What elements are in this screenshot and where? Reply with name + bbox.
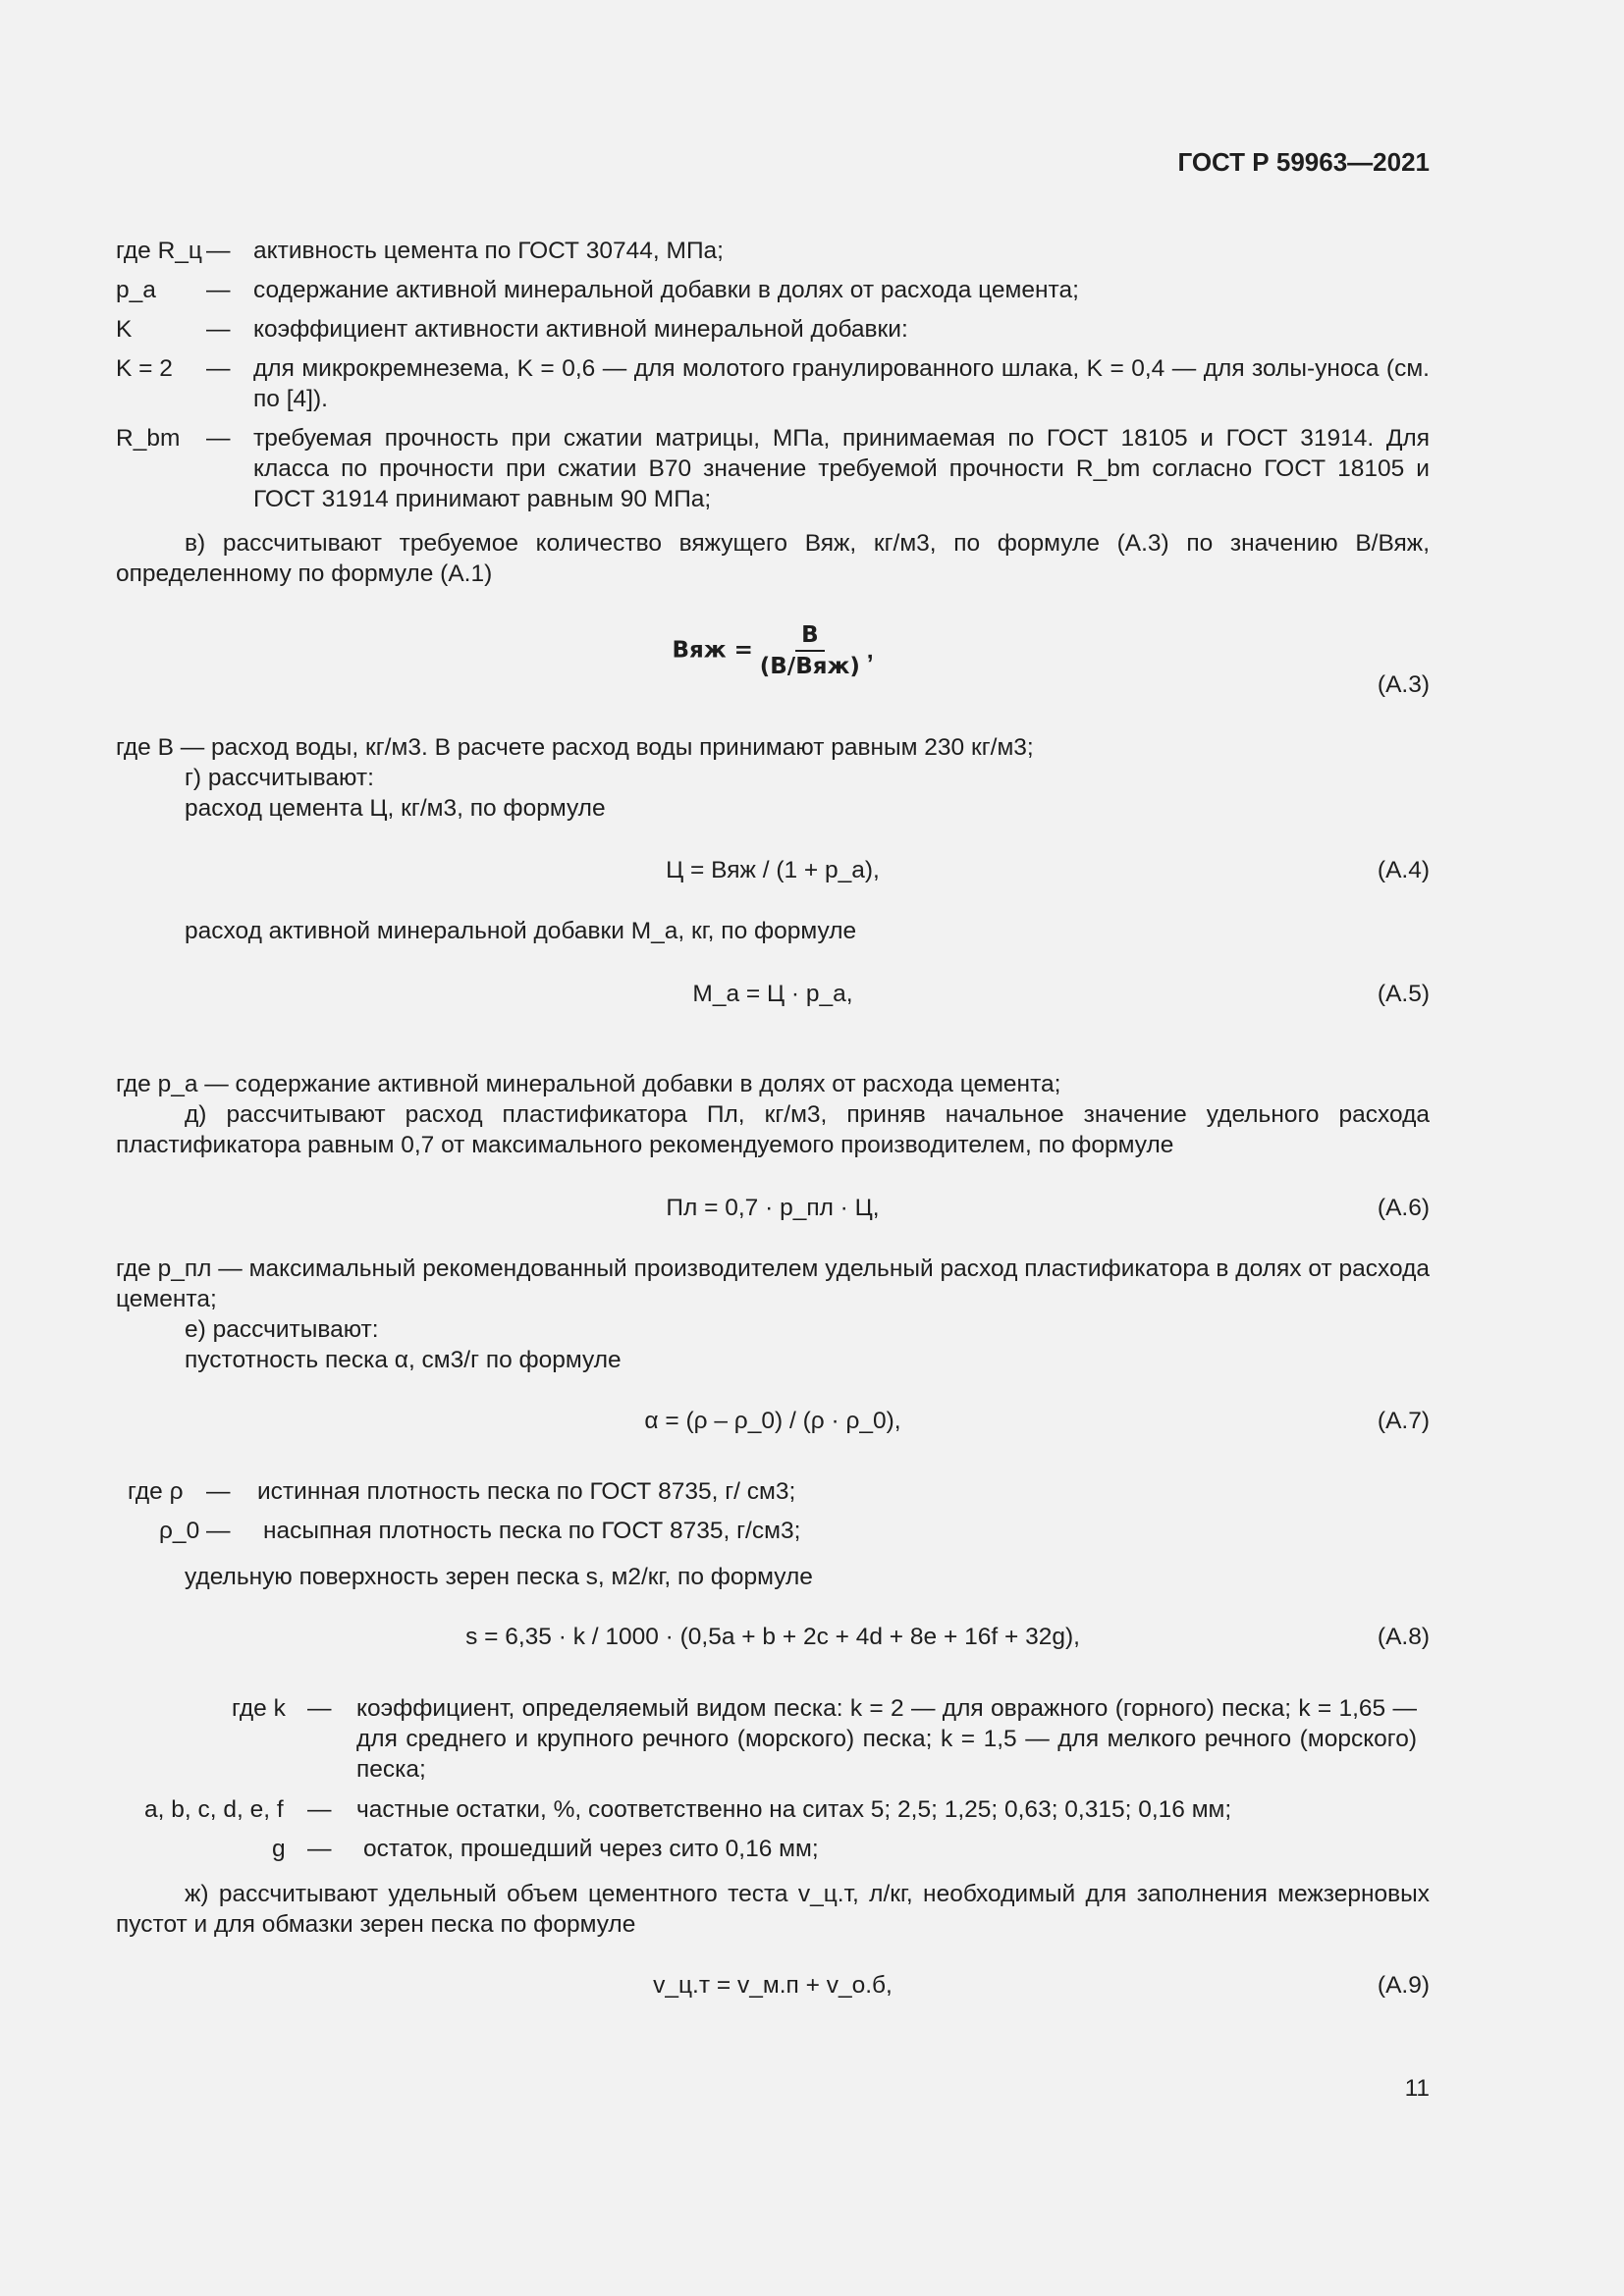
definitions-top	[116, 236, 1430, 523]
def-row	[116, 275, 1430, 305]
def-symbol: где R_ц	[116, 238, 202, 264]
def-rho-symbol: где ρ	[128, 1478, 184, 1505]
formula-a7-expression: α = (ρ – ρ_0) / (ρ · ρ_0),	[644, 1408, 901, 1434]
cement-consumption-text: расход цемента Ц, кг/м3, по формуле	[185, 795, 606, 822]
paragraph-where-ppl: где p_пл — максимальный рекомендованный производителем удельный расход пластификатора в долях от расхода цемента;	[116, 1255, 1430, 1312]
def-row	[116, 423, 1430, 514]
def-k-symbol: где k	[232, 1695, 286, 1722]
def-rho0-dash: —	[206, 1518, 231, 1544]
def-text: активность цемента по ГОСТ 30744, МПа;	[253, 238, 724, 264]
formula-a8-label: (А.8)	[1377, 1624, 1430, 1650]
def-rho0-text: насыпная плотность песка по ГОСТ 8735, г/см3;	[263, 1518, 801, 1544]
additive-consumption-text: расход активной минеральной добавки M_a, кг, по формуле	[185, 918, 857, 944]
def-k-dash: —	[307, 1695, 332, 1722]
item-d: д) рассчитывают расход пластификатора Пл, кг/м3, приняв начальное значение удельного расхода пластификатора равным 0,7 от максимального рекомендуемого производителем, по формуле	[116, 1101, 1430, 1158]
def-k-text: коэффициент, определяемый видом песка: k = 2 — для овражного (горного) песка; k = 1,65 — для среднего и крупного речного (морского) песка; k = 1,5 — для мелкого речного (морского) песка;	[356, 1695, 1417, 1783]
def-sieves-dash: —	[307, 1796, 332, 1823]
formula-a3-expression	[116, 620, 1430, 681]
formula-a5-expression: M_a = Ц · p_a,	[692, 981, 853, 1007]
sand-surface-text: удельную поверхность зерен песка s, м2/кг, по формуле	[185, 1564, 813, 1590]
item-g: г) рассчитывают:	[185, 765, 374, 791]
item-zh: ж) рассчитывают удельный объем цементного теста v_ц.т, л/кг, необходимый для заполнения межзерновых пустот и для обмазки зерен песка по формуле	[116, 1881, 1430, 1938]
paragraph-v: в) рассчитывают требуемое количество вяжущего Вяж, кг/м3, по формуле (А.3) по значению В/Вяж, определенному по формуле (А.1)	[116, 530, 1430, 587]
formula-a5-label: (А.5)	[1377, 981, 1430, 1007]
def-g-text: остаток, прошедший через сито 0,16 мм;	[363, 1836, 819, 1862]
formula-a5	[116, 979, 1430, 1014]
document-header: ГОСТ Р 59963—2021	[1177, 147, 1430, 177]
formula-a9-label: (А.9)	[1377, 1972, 1430, 1999]
sand-voids-text: пустотность песка α, см3/г по формуле	[185, 1347, 622, 1373]
def-sieves-text: частные остатки, %, соответственно на ситах 5; 2,5; 1,25; 0,63; 0,315; 0,16 мм;	[356, 1796, 1232, 1823]
formula-a4-label: (А.4)	[1377, 857, 1430, 883]
def-row	[116, 353, 1430, 414]
formula-a6-expression: Пл = 0,7 · p_пл · Ц,	[666, 1195, 880, 1221]
def-symbol: p_a	[116, 277, 156, 303]
formula-a8	[116, 1622, 1430, 1657]
def-text: коэффициент активности активной минеральной добавки:	[253, 316, 908, 343]
def-g-symbol: g	[272, 1836, 286, 1862]
def-symbol: K = 2	[116, 355, 173, 382]
def-dash: —	[206, 316, 231, 343]
item-e: е) рассчитывают:	[185, 1316, 379, 1343]
formula-a3	[116, 620, 1430, 698]
formula-a7	[116, 1406, 1430, 1441]
def-g-dash: —	[307, 1836, 332, 1862]
def-symbol: K	[116, 316, 133, 343]
def-symbol: R_bm	[116, 425, 181, 452]
def-text: для микрокремнезема, K = 0,6 — для молотого гранулированного шлака, K = 0,4 — для золы-уноса (см. по [4]).	[253, 355, 1430, 412]
def-row	[116, 314, 1430, 345]
formula-a3-label: (А.3)	[1377, 671, 1430, 698]
formula-a6	[116, 1193, 1430, 1228]
formula-a4-expression: Ц = Вяж / (1 + p_a),	[666, 857, 880, 883]
formula-a3-fraction	[760, 620, 860, 681]
def-dash: —	[206, 355, 231, 382]
formula-a7-label: (А.7)	[1377, 1408, 1430, 1434]
formula-a8-expression: s = 6,35 · k / 1000 · (0,5a + b + 2c + 4d + 8e + 16f + 32g),	[465, 1624, 1080, 1650]
def-sieves-symbol: a, b, c, d, e, f	[144, 1796, 284, 1823]
def-dash: —	[206, 277, 231, 303]
paragraph-where-water: где В — расход воды, кг/м3. В расчете расход воды принимают равным 230 кг/м3;	[116, 734, 1034, 761]
formula-a3-tail: ,	[866, 637, 874, 665]
formula-a9	[116, 1970, 1430, 2005]
paragraph-where-pa: где p_a — содержание активной минеральной добавки в долях от расхода цемента;	[116, 1071, 1061, 1097]
def-text: содержание активной минеральной добавки в долях от расхода цемента;	[253, 277, 1079, 303]
def-rho0-symbol: ρ_0	[159, 1518, 200, 1544]
def-rho-dash: —	[206, 1478, 231, 1505]
formula-a9-expression: v_ц.т = v_м.п + v_о.б,	[653, 1972, 893, 1999]
def-dash: —	[206, 425, 231, 452]
def-text: требуемая прочность при сжатии матрицы, МПа, принимаемая по ГОСТ 18105 и ГОСТ 31914. Для класса по прочности при сжатии В70 значение требуемой прочности R_bm согласно ГОСТ 18105 и ГОСТ 31914 принимают равным 90 МПа;	[253, 425, 1430, 512]
page-number: 11	[1404, 2075, 1430, 2102]
def-row	[116, 236, 1430, 266]
formula-a3-denominator: (В/Вяж)	[759, 654, 860, 679]
def-rho-text: истинная плотность песка по ГОСТ 8735, г/ см3;	[257, 1478, 796, 1505]
formula-a4	[116, 855, 1430, 890]
formula-a6-label: (А.6)	[1377, 1195, 1430, 1221]
formula-a3-numerator: В	[795, 620, 825, 652]
def-dash: —	[206, 238, 231, 264]
formula-a3-lhs: Вяж =	[672, 637, 753, 664]
